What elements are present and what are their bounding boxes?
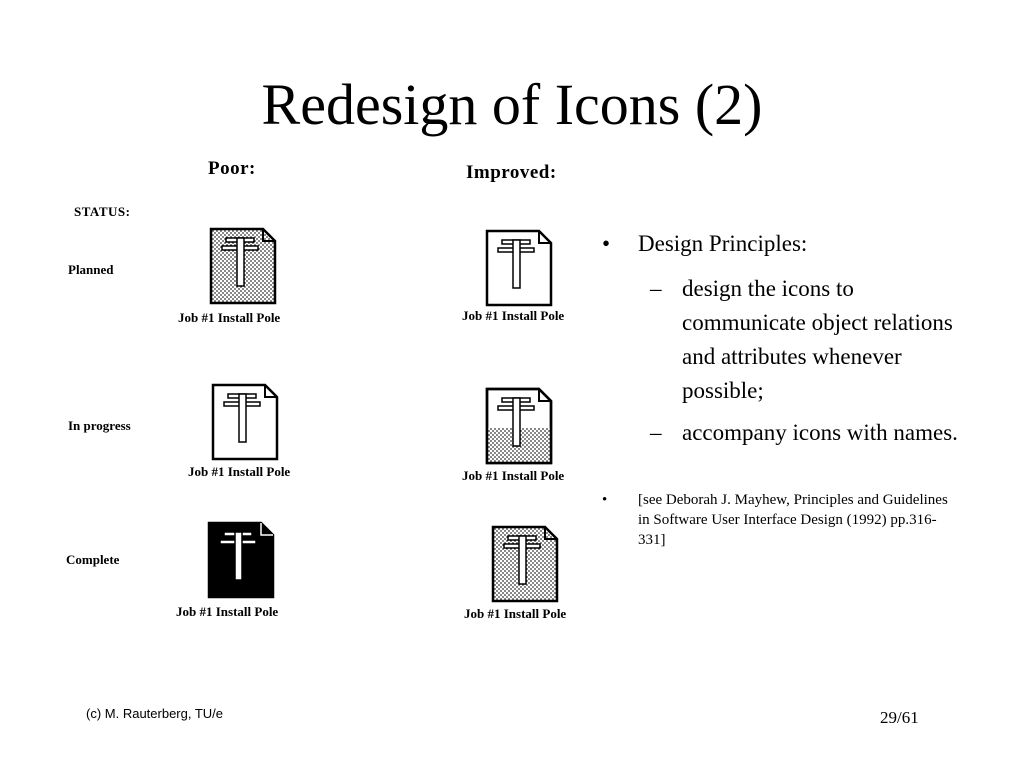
row-label-complete: Complete <box>66 552 120 567</box>
improved-planned-document-icon <box>484 228 554 308</box>
poor-planned-document-icon <box>208 226 278 306</box>
slide-title: Redesign of Icons (2) <box>261 72 763 137</box>
improved-in-progress-document-icon <box>484 386 554 466</box>
poor-complete-document-icon <box>206 520 276 600</box>
sub-bullet-names <box>598 416 958 450</box>
poor-complete-caption: Job #1 Install Pole <box>176 604 279 619</box>
sub-bullet-text: accompany icons with names. <box>682 420 958 445</box>
sub-bullet-communicate <box>598 272 958 408</box>
bullet-reference <box>598 490 958 550</box>
improved-complete-caption: Job #1 Install Pole <box>464 606 567 621</box>
bullet-mark: • <box>602 492 608 508</box>
bullet-design-principles <box>598 230 958 258</box>
improved-planned-caption: Job #1 Install Pole <box>462 308 565 323</box>
row-label-in-progress: In progress <box>68 418 131 433</box>
dash-mark: – <box>650 276 662 301</box>
improved-complete-document-icon <box>490 524 560 604</box>
bullet-text: Design Principles: <box>638 231 808 256</box>
bullet-list <box>598 230 958 550</box>
poor-planned-caption: Job #1 Install Pole <box>178 310 281 325</box>
footer-copyright: (c) M. Rauterberg, TU/e <box>86 706 224 721</box>
reference-text: [see Deborah J. Mayhew, Principles and Guidelines in Software User Interface Design (1992) pp.316-331] <box>638 492 948 548</box>
row-label-planned: Planned <box>68 262 114 277</box>
icon-comparison-figure <box>58 150 598 630</box>
poor-in-progress-document-icon <box>210 382 280 462</box>
page-number: 29/61 <box>880 708 919 727</box>
sub-bullet-text: design the icons to communicate object relations and attributes whenever possible; <box>682 276 953 403</box>
status-heading: STATUS: <box>74 204 131 219</box>
dash-mark: – <box>650 420 662 445</box>
improved-in-progress-caption: Job #1 Install Pole <box>462 468 565 483</box>
poor-in-progress-caption: Job #1 Install Pole <box>188 464 291 479</box>
bullet-mark: • <box>602 231 611 256</box>
improved-column-heading: Improved: <box>466 162 557 183</box>
poor-column-heading: Poor: <box>208 158 256 179</box>
